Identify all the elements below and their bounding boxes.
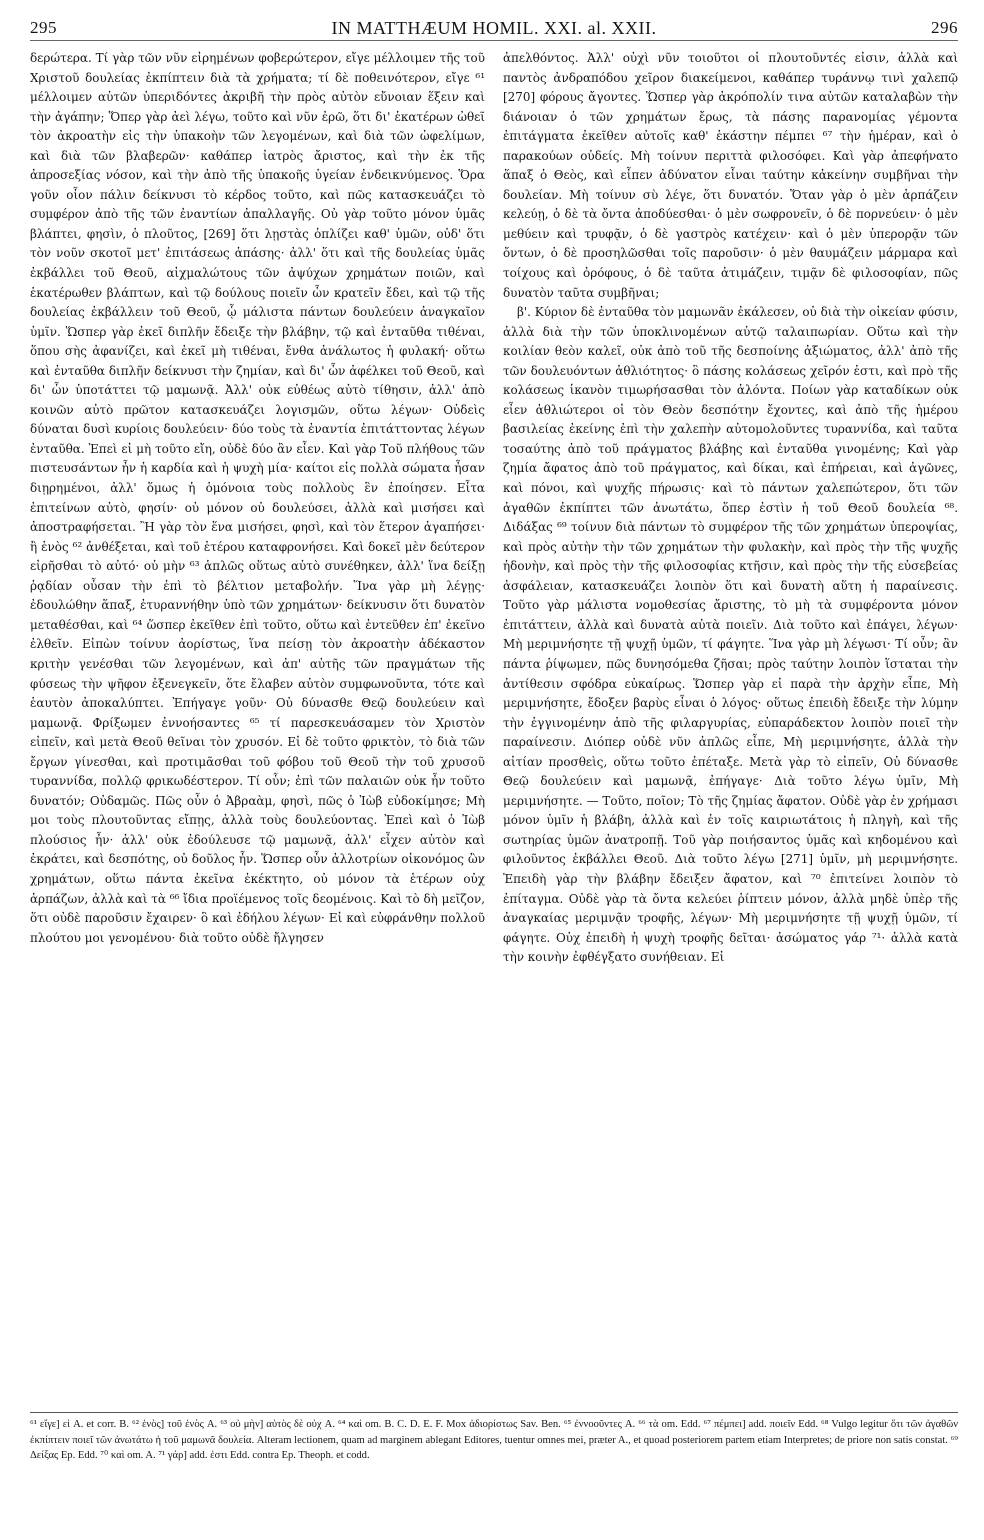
right-column <box>503 49 958 1404</box>
running-title: IN MATTHÆUM HOMIL. XXI. al. XXII. <box>331 18 657 38</box>
right-column-text: ἀπελθόντος. Ἀλλ' οὐχὶ νῦν τοιοῦτοι οἱ πλουτοῦντές εἰσιν, ἀλλὰ καὶ παντὸς ἀνδραπόδου χεῖρον διακείμενοι, καθάπερ τυράννῳ τινὶ χαλεπῷ [270] φόρους ἄγοντες. Ὥσπερ γὰρ ἀκρόπολίν τινα αὐτῶν καταλαβὼν τὴν διάνοιαν ὁ τῶν χρημάτων ἔρως, τὰ πάσης παρανομίας γέμοντα ἐπιτάγματα ἐκεῖθεν αὐτοῖς καθ' ἑκάστην πέμπει ⁶⁷ τὴν ἡμέραν, καὶ ὁ παρακούων οὐδείς. Μὴ τοίνυν περιττὰ φιλοσόφει. Καὶ γὰρ ἀπεφήνατο ἅπαξ ὁ Θεὸς, καὶ εἶπεν ἀδύνατον εἶναι ταύτην κἀκείνην συμβῆναι τὴν δουλείαν. Μὴ τοίνυν σὺ λέγε, ὅτι δυνατόν. Ὅταν γὰρ ὁ μὲν ἁρπάζειν κελεύῃ, ὁ δὲ τὰ ὄντα ἀποδύεσθαι· ὁ μὲν σωφρονεῖν, ὁ δὲ πορνεύειν· ὁ μὲν μεθύειν καὶ τρυφᾷν, ὁ δὲ γαστρὸς κατέχειν· καὶ ὁ μὲν ὑπερορᾷν τῶν ὄντων, ὁ δὲ προσηλῶσθαι τοῖς παροῦσιν· ὁ μὲν θαυμάζειν μάρμαρα καὶ τοίχους καὶ ὀρόφους, ὁ δὲ ταῦτα ἀτιμάζειν, τιμᾷν δὲ φιλοσοφίαν, πῶς δυνατὸν ταῦτα συμβῆναι; <box>503 51 958 300</box>
section-beta-paragraph: β'. Κύριον δὲ ἐνταῦθα τὸν μαμωνᾶν ἐκάλεσεν, οὐ διὰ τὴν οἰκείαν φύσιν, ἀλλὰ διὰ τὴν τῶν ὑποκλινομένων αὐτῷ ταλαιπωρίαν. Οὕτω καὶ τὴν κοιλίαν θεὸν καλεῖ, οὐκ ἀπὸ τοῦ τῆς δεσποίνης ἀξιώματος, ἀλλ' ἀπὸ τῆς τῶν δουλευόντων ἀθλιότητος· ὃ πάσης κολάσεως χεῖρόν ἐστι, καὶ πρὸ τῆς κολάσεως ἱκανὸν τιμωρήσασθαι τὸν ἁλόντα. Ποίων γὰρ καταδίκων οὐκ εἶεν ἀθλιώτεροι οἱ τὸν Θεὸν δεσπότην ἔχοντες, καὶ ἀπὸ τῆς ἡμέρου βασιλείας ἐκείνης ἐπὶ τὴν χαλεπὴν αὐτομολοῦντες τυραννίδα, καὶ ταῦτα τοσαύτης ἀπὸ τοῦ πράγματος βλάβης καὶ ἐνταῦθα γινομένης; Καὶ γὰρ ζημία ἄφατος ἀπὸ τοῦ πράγματος, καὶ δίκαι, καὶ ἐπήρειαι, καὶ ἀγῶνες, καὶ πόνοι, καὶ ψυχῆς πήρωσις· καὶ τὸ πάντων χαλεπώτερον, ὅτι τῶν ἀγαθῶν ἐκπίπτει τῶν ἀνωτάτω, ὅπερ ἐστὶν ἡ τοῦ Θεοῦ δουλεία ⁶⁸. Διδάξας ⁶⁹ τοίνυν διὰ πάντων τὸ συμφέρον τῆς τῶν χρημάτων ὑπεροψίας, καὶ πρὸς αὐτὴν τὴν τῶν χρημάτων τὴν φυλακὴν, καὶ πρὸς τὴν τῆς ψυχῆς ἡδονὴν, καὶ πρὸς τὴν τῆς φιλοσοφίας κτῆσιν, καὶ πρὸς τὴν τῆς εὐσεβείας ἀσφάλειαν, κατασκευάζει λοιπὸν ὅτι καὶ δυνατὴ αὕτη ἡ παραίνεσις. Τοῦτο γὰρ μάλιστα νομοθεσίας ἄριστης, τὸ μὴ τὰ συμφέροντα μόνον ἐπιτάττειν, ἀλλὰ καὶ δυνατὰ αὐτὰ ποιεῖν. Διὰ τοῦτο καὶ ἐπάγει, λέγων· Μὴ μεριμνήσητε τῇ ψυχῇ ὑμῶν, τί φάγητε. Ἵνα γὰρ μὴ λέγωσι· Τί οὖν; ἂν πάντα ῥίψωμεν, πῶς δυνησόμεθα ζῆσαι; πρὸς ταύτην λοιπὸν ἵσταται τὴν ἀντίθεσιν σφόδρα εὐκαίρως. Ὥσπερ γὰρ εἰ παρὰ τὴν ἀρχὴν εἶπε, Μὴ μεριμνήσητε, ἔδοξεν βαρὺς εἶναι ὁ λόγος· οὕτως ἐπειδὴ ἔδειξε τὴν λύμην τὴν ἐγγινομένην ἀπὸ τῆς φιλαργυρίας, εὐπαράδεκτον λοιπὸν ποιεῖ τὴν παραίνεσιν. Διόπερ οὐδὲ νῦν ἁπλῶς εἶπε, Μὴ μεριμνήσητε, ἀλλὰ τὴν αἰτίαν προσθεὶς, οὕτω τοῦτο ἐπέταξε. Μετὰ γὰρ τὸ εἰπεῖν, Οὐ δύνασθε Θεῷ δουλεύειν καὶ μαμωνᾷ, ἐπήγαγε· Διὰ τοῦτο λέγω ὑμῖν, Μὴ μεριμνήσητε. — Τοῦτο, ποῖον; Τὸ τῆς ζημίας ἄφατον. Οὐδὲ γὰρ ἐν χρήμασι μόνον ὑμῖν ἡ βλάβη, ἀλλὰ καὶ ἐν τοῖς καιριωτάτοις ἡ πληγὴ, καὶ τῆς σωτηρίας ὑμῶν ἀνατροπῇ. Τοῦ γὰρ ποιήσαντος ὑμᾶς καὶ κηδομένου καὶ φιλοῦντος ἐκβάλλει Θεοῦ. Διὰ τοῦτο λέγω [271] ὑμῖν, μὴ μεριμνήσητε. Ἐπειδὴ γὰρ τὴν βλάβην ἔδειξεν ἄφατον, καὶ ⁷⁰ ἐπιτείνει λοιπὸν τὸ ἐπίταγμα. Οὐδὲ γὰρ τὰ ὄντα κελεύει ῥίπτειν μόνον, ἀλλὰ μηδὲ ὑπὲρ τῆς ἀναγκαίας μεριμνᾷν τροφῆς, λέγων· Μὴ μεριμνήσητε τῇ ψυχῇ ὑμῶν, τί φάγητε. Οὐχ ἐπειδὴ ἡ ψυχὴ τροφῆς δεῖται· ἀσώματος γάρ ⁷¹· ἀλλὰ κατὰ τὴν κοινὴν ἐφθέγξατο συνήθειαν. Εἰ <box>503 305 958 965</box>
left-column-text: δερώτερα. Τί γὰρ τῶν νῦν εἰρημένων φοβερώτερον, εἴγε μέλλοιμεν τῆς τοῦ Χριστοῦ δουλείας ἐκπίπτειν διὰ τὰ χρήματα; τί δὲ ποθεινότερον, εἴγε ⁶¹ μέλλοιμεν αὐτῶν ὑπεριδόντες ἀκριβῆ τὴν πρὸς αὐτὸν εὔνοιαν ἕξειν καὶ τὴν ἀγάπην; Ὅπερ γὰρ ἀεὶ λέγω, τοῦτο καὶ νῦν ἐρῶ, ὅτι δι' ἑκατέρων ὠθεῖ τὸν ἀκροατὴν εἰς τὴν ὑπακοὴν τῶν λεγομένων, καὶ διὰ τῶν ὠφελίμων, καὶ διὰ τῶν βλαβερῶν· καθάπερ ἰατρὸς ἄριστος, καὶ τὴν ἐκ τῆς ἀπροσεξίας νόσον, καὶ τὴν ἀπὸ τῆς ὑπακοῆς ὑγείαν ἐνδεικνύμενος. Ὅρα γοῦν οἷον πάλιν δείκνυσι τὸ κέρδος τοῦτο, καὶ πῶς κατασκευάζει τὸ συμφέρον ἀπὸ τῆς τῶν ἐναντίων ἀπαλλαγῆς. Οὐ γὰρ τοῦτο μόνον ὑμᾶς βλάπτει, φησὶν, ὁ πλοῦτος, [269] ὅτι λῃστὰς ὁπλίζει καθ' ὑμῶν, οὐδ' ὅτι τὸν νοῦν σκοτοῖ μετ' ἐπιτάσεως ἁπάσης· ἀλλ' ὅτι καὶ τῆς δουλείας ὑμᾶς ἐκβάλλει τοῦ Θεοῦ, αἰχμαλώτους τῶν ἀψύχων χρημάτων ποιῶν, καὶ ἑκατέρωθεν βλάπτων, καὶ τῷ δούλους ποιεῖν ὧν κρατεῖν ἔδει, καὶ τῷ τῆς δουλείας ἐκβάλλειν τοῦ Θεοῦ, ᾧ μάλιστα πάντων δουλεύειν ἀναγκαῖον ὑμῖν. Ὥσπερ γὰρ ἐκεῖ διπλῆν ἔδειξε τὴν βλάβην, τῷ καὶ ἐνταῦθα τιθέναι, ὅπου σὴς ἀφανίζει, καὶ ἐκεῖ μὴ τιθέναι, ἔνθα ἀνάλωτος ἡ φυλακή· οὕτω καὶ ἐνταῦθα διπλῆν δείκνυσι τὴν ζημίαν, καὶ δι' ὧν ἀφέλκει τοῦ Θεοῦ, καὶ δι' ὧν ὑποτάττει τῷ μαμωνᾷ. Ἀλλ' οὐκ εὐθέως αὐτὸ τίθησιν, ἀλλ' ἀπὸ κοινῶν αὐτὸ πρῶτον κατασκευάζει λογισμῶν, οὕτω λέγων· Οὐδεὶς δύναται δυσὶ κυρίοις δουλεύειν· δύο τοὺς τὰ ἐναντία ἐπιτάττοντας λέγων ἐνταῦθα. Ἐπεὶ εἰ μὴ τοῦτο εἴη, οὐδὲ δύο ἂν εἶεν. Καὶ γὰρ Τοῦ πλήθους τῶν πιστευσάντων ἦν ἡ καρδία καὶ ἡ ψυχὴ μία· καίτοι εἰς πολλὰ σώματα ἦσαν διῃρημένοι, ἀλλ' ὅμως ἡ ὁμόνοια τοὺς πολλοὺς ἓν ἐποίησεν. Εἶτα ἐπιτείνων αὐτὸ, φησίν· οὐ μόνον οὐ δουλεύσει, ἀλλὰ καὶ μισήσει καὶ ἀποστραφήσεται. Ἢ γὰρ τὸν ἕνα μισήσει, φησὶ, καὶ τὸν ἕτερον ἀγαπήσει· ἢ ἑνὸς ⁶² ἀνθέξεται, καὶ τοῦ ἑτέρου καταφρονήσει. Καὶ δοκεῖ μὲν δεύτερον εἰρῆσθαι τὸ αὐτό· οὐ μὴν ⁶³ ἁπλῶς οὕτως αὐτὸ συνέθηκεν, ἀλλ' ἵνα δείξῃ ῥᾳδίαν οὖσαν τὴν ἐπὶ τὸ βέλτιον μεταβολήν. Ἵνα γὰρ μὴ λέγῃς· ἐδουλώθην ἅπαξ, ἐτυραννήθην ὑπὸ τῶν χρημάτων· δείκνυσιν ὅτι δυνατὸν μεταθέσθαι, καὶ ⁶⁴ ὥσπερ ἐκεῖθεν ἐπὶ τοῦτο, οὕτω καὶ ἐντεῦθεν ἐπ' ἐκεῖνο ἐλθεῖν. Εἰπὼν τοίνυν ἀορίστως, ἵνα πείσῃ τὸν ἀκροατὴν ἀδέκαστον κριτὴν γενέσθαι τῶν λεγομένων, καὶ ἀπ' αὐτῆς τῶν πραγμάτων τῆς φύσεως τὴν ψῆφον ἐξενεγκεῖν, ὅτε ἔλαβεν αὐτὸν συμφωνοῦντα, τότε καὶ ἑαυτὸν ἀποκαλύπτει. Ἐπήγαγε γοῦν· Οὐ δύνασθε Θεῷ δουλεύειν καὶ μαμωνᾷ. Φρίξωμεν ἐννοήσαντες ⁶⁵ τί παρεσκευάσαμεν τὸν Χριστὸν εἰπεῖν, καὶ μετὰ Θεοῦ θεῖναι τὸν χρυσόν. Εἰ δὲ τοῦτο φρικτὸν, τὸ διὰ τῶν ἔργων γίνεσθαι, καὶ προτιμᾶσθαι τοῦ φόβου τοῦ Θεοῦ τὴν τοῦ χρυσοῦ τυραννίδα, πολλῷ φρικωδέστερον. Τί οὖν; ἐπὶ τῶν παλαιῶν οὐκ ἦν τοῦτο δυνατόν; Οὐδαμῶς. Πῶς οὖν ὁ Ἀβραὰμ, φησὶ, πῶς ὁ Ἰὼβ εὐδοκίμησε; Μὴ μοι τοὺς πλουτοῦντας εἴπῃς, ἀλλὰ τοὺς δουλεύοντας. Ἐπεὶ καὶ ὁ Ἰὼβ πλούσιος ἦν· ἀλλ' οὐκ ἐδούλευσε τῷ μαμωνᾷ, ἀλλ' εἶχεν αὐτὸν καὶ ἐκράτει, καὶ δεσπότης, οὐ δοῦλος ἦν. Ὥσπερ οὖν ἀλλοτρίων οἰκονόμος ὢν χρημάτων, οὕτω πάντα ἐκεῖνα ἐκέκτητο, οὐ μόνον τὰ ἑτέρων οὐχ ἁρπάζων, ἀλλὰ καὶ τὰ ⁶⁶ ἴδια προϊέμενος τοῖς δεομένοις. Καὶ τὸ δὴ μεῖζον, ὅτι οὐδὲ παροῦσιν ἔχαιρεν· ὃ καὶ ἐδήλου λέγων· Εἰ καὶ εὐφράνθην πολλοῦ πλούτου μοι γενομένου· διὰ τοῦτο οὐδὲ ἤλγησεν <box>30 51 485 945</box>
running-header <box>30 10 958 41</box>
footnotes-text: ⁶¹ εἴγε] εἰ A. et corr. B. ⁶² ἑνὸς] τοῦ ἑνὸς A. ⁶³ οὐ μὴν] αὐτὸς δὲ οὐχ A. ⁶⁴ καὶ om. B. C. D. E. F. Mox ἀδιορίστως Sav. Ben. ⁶⁵ ἐννοοῦντες A. ⁶⁶ τὰ om. Edd. ⁶⁷ πέμπει] add. ποιεῖν Edd. ⁶⁸ Vulgo legitur ὅτι τῶν ἀγαθῶν ἐκπίπτειν ποιεῖ τῶν ἀνωτάτω ἡ τοῦ μαμωνᾶ δουλεία. Alteram lectionem, quam ad marginem ablegant Editores, tuentur omnes mei, præter A., et quoad posteriorem partem etiam Interpretes; de priore non satis constat. ⁶⁹ Δείξας Ep. Edd. ⁷⁰ καὶ om. A. ⁷¹ γάρ] add. ἐστι Edd. contra Ep. Theoph. et codd. <box>30 1419 958 1462</box>
text-columns <box>30 49 958 1404</box>
page-number-right: 296 <box>931 18 958 37</box>
left-column <box>30 49 485 1404</box>
footnotes <box>30 1412 958 1513</box>
page-number-left: 295 <box>30 18 57 37</box>
